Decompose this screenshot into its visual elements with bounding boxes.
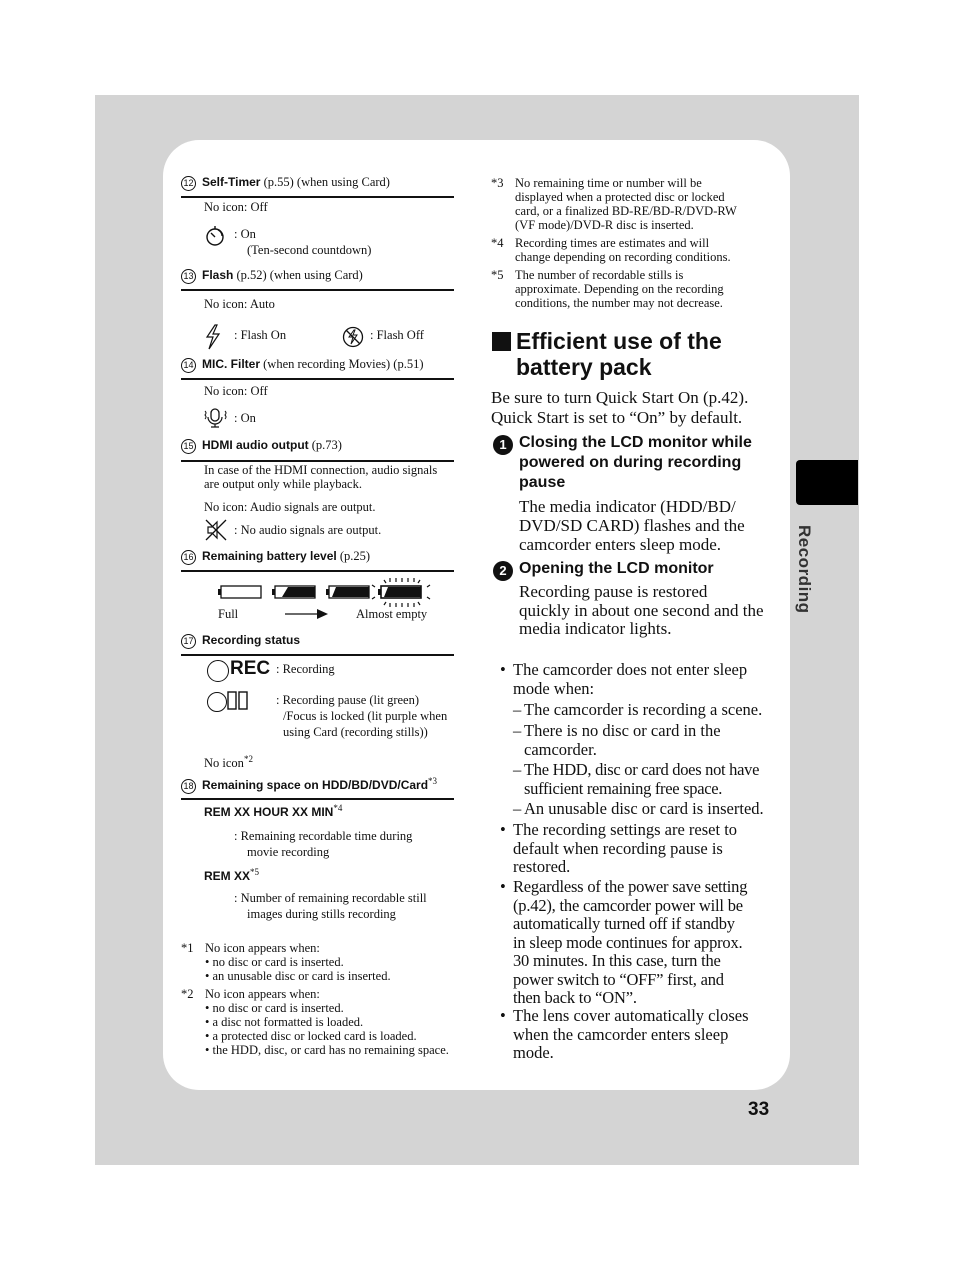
footnote-5: The number of recordable stills is approximate. Depending on the recording conditions, the number may not decrease. xyxy=(515,268,724,310)
rem-stills-indicator: REM XX$^{*5}$ xyxy=(204,867,260,883)
remaining-space-heading: 18 Remaining space on HDD/BD/DVD/Card$^{*3}$ xyxy=(181,776,437,794)
mic-filter-none: No icon: Off xyxy=(204,384,268,398)
rem-time-desc-2: movie recording xyxy=(247,845,330,859)
self-timer-icon xyxy=(205,225,225,247)
rem-stills-desc-2: images during stills recording xyxy=(247,907,396,921)
rem-time-indicator: REM XX HOUR XX MIN$^{*4}$ xyxy=(204,803,343,819)
hdmi-note: In case of the HDMI connection, audio signals are output only while playback. xyxy=(204,463,438,491)
footnote-mark: *5 xyxy=(491,268,504,282)
rec-label: : Recording xyxy=(276,662,335,676)
pause-label-2: /Focus is locked (lit purple when xyxy=(283,709,448,723)
divider xyxy=(181,289,454,291)
rem-stills-desc-1: : Number of remaining recordable still xyxy=(234,891,427,905)
mic-filter-heading: 14 MIC. Filter (when recording Movies) (p.51) xyxy=(181,357,424,373)
page-number: 33 xyxy=(748,1099,770,1120)
pause-label-1: : Recording pause (lit green) xyxy=(276,693,420,707)
dash: – xyxy=(513,700,522,719)
bullet-power-save: Regardless of the power save setting (p.42), the camcorder power will be automatically turned off if standby in sleep mode continues for approx. 30 minutes. In this case, turn the power switch to “OFF” first, and then back to “ON”. xyxy=(513,877,748,1007)
battery-heading: 16 Remaining battery level (p.25) xyxy=(181,549,370,565)
sub-item: The HDD, disc or card does not have sufficient remaining free space. xyxy=(524,760,760,798)
pause-label-3: using Card (recording stills)) xyxy=(283,725,428,739)
intro-text: Be sure to turn Quick Start On (p.42). Quick Start is set to “On” by default. xyxy=(491,388,749,427)
footnote-1: No icon appears when: • no disc or card is inserted. • an unusable disc or card is inserted. xyxy=(205,941,391,983)
hdmi-audio-heading: 15 HDMI audio output (p.73) xyxy=(181,438,342,454)
flash-on-label: : Flash On xyxy=(234,328,287,342)
self-timer-heading: 12 Self-Timer (p.55) (when using Card) xyxy=(181,175,390,191)
divider xyxy=(181,196,454,198)
no-audio-icon xyxy=(205,519,227,541)
self-timer-none: No icon: Off xyxy=(204,200,268,214)
flash-off-icon xyxy=(342,326,364,348)
sub-item: There is no disc or card in the camcorder. xyxy=(524,721,721,759)
footnote-mark: *3 xyxy=(491,176,504,190)
flash-on-icon xyxy=(204,324,222,350)
hdmi-none: No icon: Audio signals are output. xyxy=(204,500,376,514)
divider xyxy=(181,570,454,572)
footnote-mark: *1 xyxy=(181,941,194,955)
dash: – xyxy=(513,799,522,818)
section-heading: Efficient use of the battery pack xyxy=(516,328,722,380)
bullet-dot: • xyxy=(500,1006,506,1025)
mic-filter-on: : On xyxy=(234,411,256,425)
step-1-body: The media indicator (HDD/BD/ DVD/SD CARD) flashes and the camcorder enters sleep mode. xyxy=(519,497,745,554)
rec-none: No icon$^{*2}$ xyxy=(204,754,253,771)
mic-filter-icon xyxy=(204,407,230,429)
recording-status-heading: 17 Recording status xyxy=(181,633,300,649)
bullet-settings-reset: The recording settings are reset to default when recording pause is restored. xyxy=(513,820,738,876)
bullet-dot: • xyxy=(500,660,506,679)
bullet-sleep-conditions: The camcorder does not enter sleep mode when: xyxy=(513,660,748,698)
flash-off-label: : Flash Off xyxy=(370,328,424,342)
self-timer-on: : On xyxy=(234,227,256,241)
footnote-4: Recording times are estimates and will change depending on recording conditions. xyxy=(515,236,731,264)
step-2-title: Opening the LCD monitor xyxy=(519,560,714,577)
dash: – xyxy=(513,760,522,779)
footnote-2: No icon appears when: • no disc or card is inserted. • a disc not formatted is loaded. • a protected disc or locked card is loaded. • the HDD, disc, or card has no remaining space. xyxy=(205,987,449,1057)
record-lamp-icon xyxy=(207,660,229,682)
self-timer-on-note: (Ten-second countdown) xyxy=(247,243,372,257)
item-number: 12 xyxy=(181,176,196,191)
rec-indicator: REC xyxy=(230,658,271,679)
pause-icon xyxy=(227,691,249,711)
battery-level-icons xyxy=(218,575,434,611)
heading-square-icon xyxy=(492,332,511,351)
flash-heading: 13 Flash (p.52) (when using Card) xyxy=(181,268,363,284)
flash-none: No icon: Auto xyxy=(204,297,275,311)
chapter-label: Recording xyxy=(795,525,814,614)
divider xyxy=(181,654,454,656)
footnote-3: No remaining time or number will be displayed when a protected disc or locked card, or a finalized BD-RE/BD-R/DVD-RW (VF mode)/DVD-R disc is inserted. xyxy=(515,176,737,232)
dash: – xyxy=(513,721,522,740)
step-2-body: Recording pause is restored quickly in about one second and the media indicator lights. xyxy=(519,582,764,638)
sub-item: An unusable disc or card is inserted. xyxy=(524,799,764,818)
chapter-tab xyxy=(796,460,858,505)
battery-empty-label: Almost empty xyxy=(356,607,428,621)
step-number: 2 xyxy=(493,561,513,581)
step-number: 1 xyxy=(493,435,513,455)
bullet-dot: • xyxy=(500,877,506,896)
step-1-title: Closing the LCD monitor while powered on during recording pause xyxy=(519,434,752,491)
divider xyxy=(181,378,454,380)
divider xyxy=(181,460,454,462)
battery-full-label: Full xyxy=(218,607,239,621)
divider xyxy=(181,798,454,800)
bullet-lens-cover: The lens cover automatically closes when the camcorder enters sleep mode. xyxy=(513,1006,749,1062)
footnote-mark: *2 xyxy=(181,987,194,1001)
no-audio-label: : No audio signals are output. xyxy=(234,523,382,537)
sub-item: The camcorder is recording a scene. xyxy=(524,700,763,719)
bullet-dot: • xyxy=(500,820,506,839)
rem-time-desc-1: : Remaining recordable time during xyxy=(234,829,413,843)
footnote-mark: *4 xyxy=(491,236,504,250)
pause-lamp-icon xyxy=(207,692,227,712)
arrow-right-icon xyxy=(285,607,330,621)
